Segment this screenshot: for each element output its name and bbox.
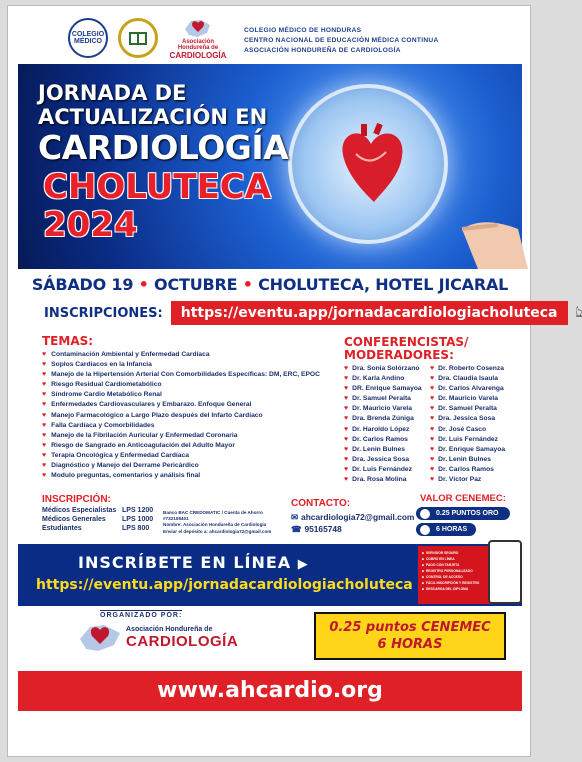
phone-mockup-icon <box>488 540 522 604</box>
speakers-column-2 <box>430 364 505 485</box>
registration-label: INSCRIPCIONES: <box>44 305 163 321</box>
event-month: OCTUBRE <box>154 275 238 294</box>
speaker-item: ♥ Dr. Luis Fernández <box>430 435 505 445</box>
feature-item: ■ SERVIDOR SEGURO <box>422 550 492 556</box>
points-pill <box>416 507 510 520</box>
event-day: SÁBADO 19 <box>31 275 134 294</box>
topic-item: ♥ Riesgo Residual Cardiometabólico <box>42 380 342 390</box>
contact-title: CONTACTO: <box>291 498 351 509</box>
heart-map-icon <box>183 17 213 39</box>
fee-price: LPS 1200 <box>122 507 154 514</box>
features-list <box>418 546 492 592</box>
cursor-icon: ▶ <box>297 557 309 572</box>
organizations-list <box>244 26 439 56</box>
cenemec-logo <box>118 18 158 58</box>
topic-item: ♥ Manejo de la Fibrilación Auricular y Enfermedad Coronaria <box>42 431 342 441</box>
ahc-small-logo-text: Asociación Hondureña de <box>177 38 219 51</box>
topic-item: ♥ Falla Cardíaca y Comorbilidades <box>42 421 342 431</box>
banner-title-text: INSCRÍBETE EN LÍNEA <box>78 553 292 572</box>
speaker-item: ♥ Dr. Lenin Bulnes <box>344 445 422 455</box>
highlight-points: 0.25 puntos CENEMEC <box>329 620 491 635</box>
banner-title <box>78 553 309 572</box>
heart-icon <box>336 124 406 204</box>
contact-email[interactable]: ahcardiologia72@gmail.com <box>301 512 415 522</box>
speaker-item: ♥ Dra. Rosa Molina <box>344 475 422 485</box>
separator-dot: • <box>138 275 149 294</box>
website-link[interactable]: www.ahcardio.org <box>18 671 522 711</box>
fees-table <box>42 506 170 533</box>
speaker-item: ♥ Dra. Jessica Sosa <box>430 414 505 424</box>
bank-line: Banco BAC CREDOMATIC / Cuenta de Ahorro #732108401 <box>163 510 263 522</box>
speaker-item: ♥ Dr. Mauricio Varela <box>344 404 422 414</box>
speakers-title <box>344 336 468 362</box>
fee-row <box>42 506 170 515</box>
feature-item: ■ FÁCIL INSCRIPCIÓN Y REGISTRO <box>422 580 492 586</box>
hero-title-choluteca: CHOLUTECA <box>43 167 272 207</box>
speaker-item: ♥ Dr. Víctor Paz <box>430 475 505 485</box>
feature-item: ■ CONTROL DE ACCESO <box>422 574 492 580</box>
fees-title: INSCRIPCIÓN: <box>42 494 111 505</box>
fee-price: LPS 1000 <box>122 516 154 523</box>
speakers-title-line: CONFERENCISTAS/ <box>344 335 469 349</box>
speaker-item: ♥ Dra. Brenda Zúniga <box>344 414 422 424</box>
email-icon: ✉ <box>291 512 299 522</box>
topic-item: ♥ Manejo Farmacológico a Largo Plazo después del Infarto Cardíaco <box>42 411 342 421</box>
contact-info <box>291 511 414 535</box>
colegio-medico-logo-text: COLEGIO MÉDICO <box>71 31 105 45</box>
speaker-item: ♥ Dr. Carlos Ramos <box>344 435 422 445</box>
medal-icon <box>420 509 430 519</box>
speaker-item: ♥ Dr. Luis Fernández <box>344 465 422 475</box>
speaker-item: ♥ Dr. Enrique Samayoa <box>430 445 505 455</box>
bank-line: Nombre: Asociación Hondureña de Cardiología <box>163 522 267 528</box>
feature-item: ■ COBRO EN LÍNEA <box>422 556 492 562</box>
hero-title-line: JORNADA DE <box>38 81 187 105</box>
highlight-hours: 6 HORAS <box>377 637 443 652</box>
event-place: CHOLUTECA, HOTEL JICARAL <box>258 275 509 294</box>
topic-item: ♥ Modulo preguntas, comentarios y análisis final <box>42 471 342 481</box>
speaker-item: ♥ Dr. Samuel Peralta <box>344 394 422 404</box>
hero-title-year: 2024 <box>43 205 138 245</box>
speaker-item: ♥ Dra. Sonia Solórzano <box>344 364 422 374</box>
features-box <box>418 546 492 604</box>
contact-phone[interactable]: 95165748 <box>304 524 342 534</box>
fee-category: Médicos Especialistas <box>42 507 117 514</box>
cursor-icon: 👆︎ <box>575 304 582 321</box>
speaker-item: ♥ Dr. Mauricio Varela <box>430 394 505 404</box>
ahc-logo <box>78 621 238 655</box>
topic-item: ♥ Manejo de la Hipertensión Arterial Con Comorbilidades Específicas: DM, ERC, EPOC <box>42 370 342 380</box>
feature-item: ■ PAGO CON TARJETA <box>422 562 492 568</box>
topic-item: ♥ Síndrome Cardio Metabólico Renal <box>42 390 342 400</box>
feature-item: ■ DESCARGA DEL DIPLOMA <box>422 586 492 592</box>
speaker-item: ♥ Dr. Haroldo López <box>344 425 422 435</box>
separator-dot: • <box>242 275 253 294</box>
speaker-item: ♥ Dr. Carlos Alvarenga <box>430 384 505 394</box>
hours-text: 6 HORAS <box>436 526 468 533</box>
topic-item: ♥ Contaminación Ambiental y Enfermedad Cardíaca <box>42 350 342 360</box>
bank-info <box>163 510 283 535</box>
hero-banner <box>18 64 522 269</box>
speaker-item: ♥ Dra. Claudia Isaula <box>430 374 505 384</box>
cenemec-highlight-box <box>314 612 506 660</box>
fee-row <box>42 515 170 524</box>
speakers-column-1 <box>344 364 422 485</box>
speaker-item: ♥ Dr. Lenin Bulnes <box>430 455 505 465</box>
speaker-item: ♥ DR. Enrique Samayoa <box>344 384 422 394</box>
hand-icon <box>458 189 528 269</box>
fee-category: Estudiantes <box>42 525 82 532</box>
ahc-small-logo-name: CARDIOLOGÍA <box>169 50 227 60</box>
event-date <box>18 275 522 294</box>
org-line: COLEGIO MÉDICO DE HONDURAS <box>244 27 362 34</box>
topic-item: ♥ Soplos Cardiacos en la Infancia <box>42 360 342 370</box>
phone-icon: ☎ <box>291 524 302 534</box>
organized-by-title: ORGANIZADO POR: <box>100 612 183 619</box>
online-registration-banner <box>18 544 522 606</box>
speaker-item: ♥ Dr. Karla Andino <box>344 374 422 384</box>
speaker-item: ♥ Dra. Jessica Sosa <box>344 455 422 465</box>
ahc-small-logo <box>168 18 228 58</box>
ahc-logo-line1: Asociación Hondureña de <box>126 626 213 633</box>
speaker-item: ♥ Dr. Roberto Cosenza <box>430 364 505 374</box>
bank-line: Enviar el depósito a: ahcardiologia72@gmail.com <box>163 528 272 534</box>
cenemec-title: VALOR CENEMEC: <box>420 493 506 504</box>
speaker-item: ♥ Dr. Samuel Peralta <box>430 404 505 414</box>
banner-link[interactable]: https://eventu.app/jornadacardiologiacholuteca <box>36 577 413 593</box>
fee-category: Médicos Generales <box>42 516 106 523</box>
registration-link[interactable]: https://eventu.app/jornadacardiologiacholuteca <box>171 301 568 325</box>
heart-map-icon <box>78 621 122 655</box>
topics-list <box>42 350 342 481</box>
hours-pill <box>416 523 476 536</box>
hero-title-line: ACTUALIZACIÓN EN <box>38 105 268 129</box>
topic-item: ♥ Riesgo de Sangrado en Anticoagulación del Adulto Mayor <box>42 441 342 451</box>
fee-price: LPS 800 <box>122 525 150 532</box>
feature-item: ■ REGISTRO PERSONALIZADO <box>422 568 492 574</box>
poster <box>7 5 582 757</box>
speakers-title-line: MODERADORES: <box>344 348 454 362</box>
fee-row <box>42 524 170 533</box>
topic-item: ♥ Terapia Oncológica y Enfermedad Cardíaca <box>42 451 342 461</box>
points-text: 0.25 PUNTOS ORO <box>436 510 499 517</box>
header-logos <box>68 18 228 58</box>
topic-item: ♥ Diagnóstico y Manejo del Derrame Pericárdico <box>42 461 342 471</box>
colegio-medico-logo <box>68 18 108 58</box>
hero-title-cardiologia: CARDIOLOGÍA <box>38 128 289 167</box>
book-icon <box>125 25 151 51</box>
speaker-item: ♥ Dr. Carlos Ramos <box>430 465 505 475</box>
topic-item: ♥ Enfermedades Cardiovasculares y Embarazo. Enfoque General <box>42 400 342 410</box>
speaker-item: ♥ Dr. José Casco <box>430 425 505 435</box>
org-line: CENTRO NACIONAL DE EDUCACIÓN MÉDICA CONTINUA <box>244 37 439 44</box>
registration-row <box>44 301 582 325</box>
org-line: ASOCIACIÓN HONDUREÑA DE CARDIOLOGÍA <box>244 47 401 54</box>
ahc-logo-line2: CARDIOLOGÍA <box>126 633 239 650</box>
topics-title: TEMAS: <box>42 334 94 348</box>
clock-icon <box>420 525 430 535</box>
